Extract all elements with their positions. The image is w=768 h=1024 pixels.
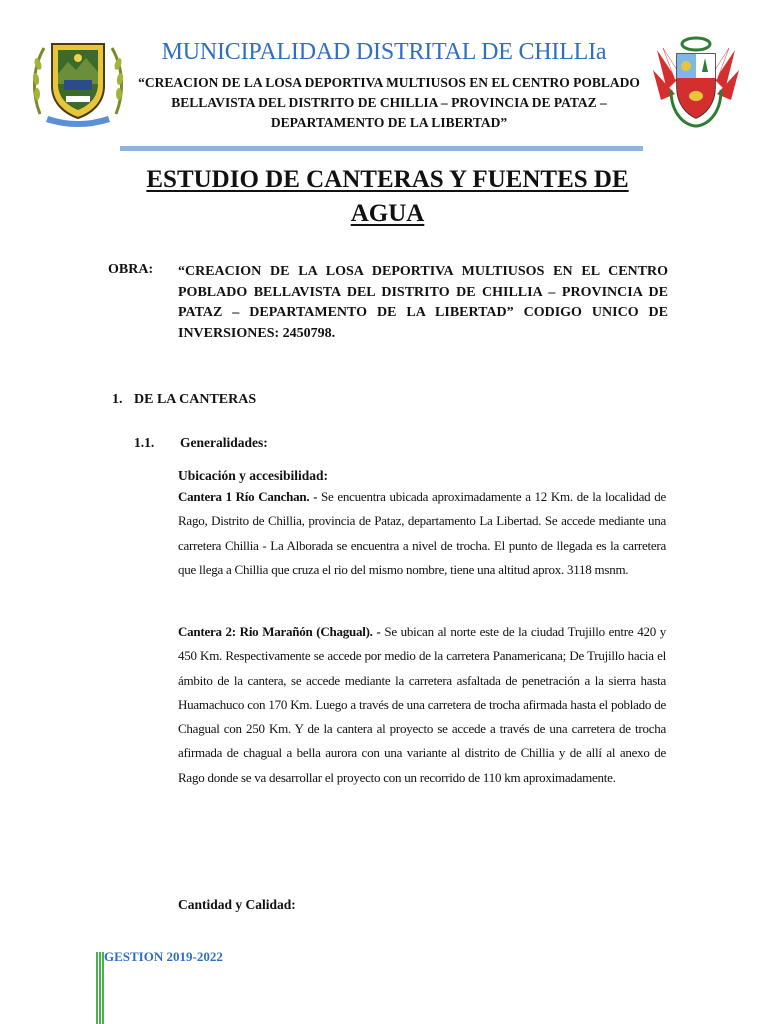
cantera-1-paragraph — [178, 485, 666, 582]
section-1-heading — [112, 392, 256, 408]
header-project-line: DEPARTAMENTO DE LA LIBERTAD” — [270, 115, 508, 130]
section-number: 1. — [112, 392, 123, 407]
document-title-line: AGUA — [350, 200, 425, 227]
cantera-2-label: Cantera 2: Rio Marañón (Chagual). - — [178, 624, 381, 639]
section-1-1-heading — [134, 435, 268, 451]
section-title: Generalidades: — [180, 435, 268, 450]
footer-decoration — [96, 952, 104, 1024]
header-divider — [120, 146, 643, 151]
cantidad-calidad-heading: Cantidad y Calidad: — [178, 897, 296, 912]
institution-title: MUNICIPALIDAD DISTRITAL DE CHILLIa — [161, 39, 607, 65]
cantera-1-label: Cantera 1 Río Canchan. - — [178, 489, 318, 504]
header-project-line: BELLAVISTA DEL DISTRITO DE CHILLIA – PROVINCIA DE PATAZ – — [171, 95, 607, 110]
cantera-1-text: Se encuentra ubicada aproximadamente a 12 Km. de la localidad de Rago, Distrito de Chillia, provincia de Pataz, departamento La Libertad. Se accede mediante una carretera Chillia - La Alborada se encuentra a nivel de trocha. El punto de llegada es la carretera que llega a Chillia que cruza el rio del mismo nombre, tiene una altitud aprox. 3118 msnm. — [178, 489, 666, 577]
footer-gestion: GESTION 2019-2022 — [104, 949, 223, 964]
header-project-line: “CREACION DE LA LOSA DEPORTIVA MULTIUSOS EN EL CENTRO POBLADO — [138, 75, 640, 90]
section-number: 1.1. — [134, 435, 155, 450]
ubicacion-heading: Ubicación y accesibilidad: — [178, 468, 329, 483]
obra-description: “CREACION DE LA LOSA DEPORTIVA MULTIUSOS EN EL CENTRO POBLADO BELLAVISTA DEL DISTRITO DE CHILLIA – PROVINCIA DE PATAZ – DEPARTAMENTO DE LA LIBERTAD” CODIGO UNICO DE INVERSIONES: 2450798. — [178, 264, 668, 341]
document-title — [120, 163, 655, 231]
document-title-line: ESTUDIO DE CANTERAS Y FUENTES DE — [146, 166, 629, 193]
header-project-title — [120, 73, 658, 133]
cantera-2-text: Se ubican al norte este de la ciudad Trujillo entre 420 y 450 Km. Respectivamente se accede por medio de la carretera Panamericana; De Trujillo hacia el ámbito de la cantera, se accede mediante la carretera asfaltada de penetración a la sierra hasta Huamachuco con 170 Km. Luego a través de una carretera de trocha afirmada hasta el poblado de Chagual con 250 Km. Y de la cantera al proyecto se accede a través de una carretera de trocha afirmada de chagual a bella aurora con una variante al distrito de Chillia y de allí al anexo de Rago donde se va desarrollar el proyecto con un recorrido de 110 km aproximadamente. — [178, 624, 667, 785]
peru-coat-of-arms-icon — [647, 30, 745, 130]
section-title: DE LA CANTERAS — [134, 392, 257, 407]
cantera-2-paragraph — [178, 620, 666, 790]
obra-label: OBRA: — [108, 262, 154, 277]
